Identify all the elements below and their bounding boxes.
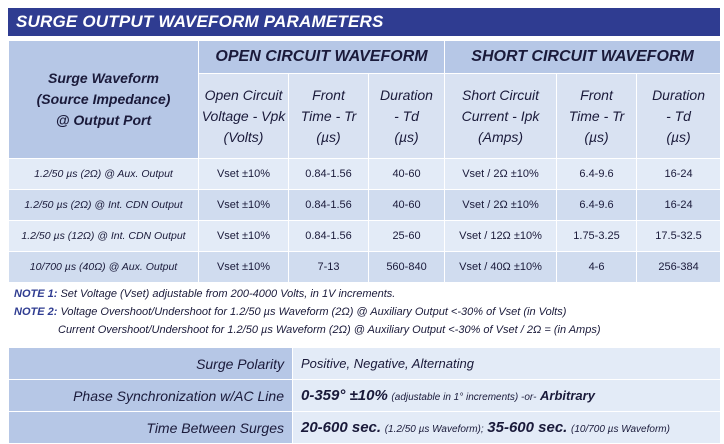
open-circuit-group-header: OPEN CIRCUIT WAVEFORM [199, 41, 445, 74]
oc-duration-h1: Duration [380, 86, 433, 103]
table-row [9, 190, 721, 221]
table-row [9, 221, 721, 252]
row-vpk: Vset ±10% [199, 190, 289, 221]
short-circuit-group-header: SHORT CIRCUIT WAVEFORM [445, 41, 721, 74]
row-sc-tr: 6.4-9.6 [557, 159, 637, 190]
sc-current-header [445, 74, 557, 159]
surge-settings-table [8, 347, 721, 444]
row-sc-td: 17.5-32.5 [637, 221, 721, 252]
sc-front-h3: (µs) [584, 128, 609, 145]
oc-voltage-h2: Voltage - Vpk [201, 107, 286, 124]
sc-duration-h2: - Td [666, 107, 691, 124]
sc-duration-header [637, 74, 721, 159]
note-1-tag: NOTE 1: [14, 288, 58, 300]
row-oc-td: 25-60 [369, 221, 445, 252]
note-2-text2: Current Overshoot/Undershoot for 1.2/50 µs Waveform (2Ω) @ Auxiliary Output <-30% of Vset / 2Ω = (in Amps) [58, 324, 601, 336]
note-2-text: Voltage Overshoot/Undershoot for 1.2/50 µs Waveform (2Ω) @ Auxiliary Output <-30% of Vset (in Volts) [60, 306, 567, 318]
oc-voltage-header [199, 74, 289, 159]
phase-row [9, 380, 721, 412]
note-2-continued [58, 324, 601, 336]
oc-front-header [289, 74, 369, 159]
waveform-header-cell [9, 41, 199, 159]
phase-note: (adjustable in 1° increments) -or- [391, 392, 537, 403]
row-ipk: Vset / 2Ω ±10% [445, 190, 557, 221]
oc-front-h1: Front [312, 86, 345, 103]
row-waveform: 10/700 µs (40Ω) @ Aux. Output [9, 252, 199, 283]
row-sc-tr: 4-6 [557, 252, 637, 283]
row-vpk: Vset ±10% [199, 221, 289, 252]
oc-duration-header [369, 74, 445, 159]
time-row [9, 412, 721, 444]
polarity-row [9, 348, 721, 380]
time-label: Time Between Surges [9, 412, 293, 444]
sc-current-h2: Current - Ipk [461, 107, 540, 124]
time-value [293, 412, 721, 444]
row-sc-tr: 1.75-3.25 [557, 221, 637, 252]
sc-front-h2: Time - Tr [568, 107, 625, 124]
row-oc-tr: 7-13 [289, 252, 369, 283]
row-waveform: 1.2/50 µs (2Ω) @ Int. CDN Output [9, 190, 199, 221]
phase-arbitrary: Arbitrary [540, 388, 595, 403]
row-sc-td: 256-384 [637, 252, 721, 283]
oc-duration-h2: - Td [394, 107, 419, 124]
sc-current-h1: Short Circuit [462, 86, 540, 103]
phase-value [293, 380, 721, 412]
note-2 [14, 306, 566, 318]
row-oc-tr: 0.84-1.56 [289, 221, 369, 252]
row-oc-tr: 0.84-1.56 [289, 159, 369, 190]
sc-duration-h3: (µs) [666, 128, 691, 145]
sheet-title: SURGE OUTPUT WAVEFORM PARAMETERS [8, 8, 720, 36]
polarity-value: Positive, Negative, Alternating [293, 348, 721, 380]
row-ipk: Vset / 40Ω ±10% [445, 252, 557, 283]
oc-front-h2: Time - Tr [300, 107, 357, 124]
row-oc-td: 40-60 [369, 159, 445, 190]
oc-duration-h3: (µs) [394, 128, 419, 145]
time-note-2: (10/700 µs Waveform) [570, 424, 670, 435]
note-2-tag: NOTE 2: [14, 306, 58, 318]
row-oc-td: 40-60 [369, 190, 445, 221]
time-range-1: 20-600 sec. [301, 419, 382, 436]
row-vpk: Vset ±10% [199, 159, 289, 190]
time-note-1: (1.2/50 µs Waveform); [384, 424, 484, 435]
waveform-header-line2: (Source Impedance) [36, 91, 171, 107]
row-waveform: 1.2/50 µs (2Ω) @ Aux. Output [9, 159, 199, 190]
sc-current-h3: (Amps) [477, 128, 524, 145]
notes-section [8, 286, 720, 346]
waveform-header-line1: Surge Waveform [48, 70, 159, 86]
table-row [9, 159, 721, 190]
row-vpk: Vset ±10% [199, 252, 289, 283]
oc-voltage-h3: (Volts) [223, 128, 264, 145]
time-range-2: 35-600 sec. [487, 419, 568, 436]
note-1-text: Set Voltage (Vset) adjustable from 200-4000 Volts, in 1V increments. [60, 288, 396, 300]
waveform-table [8, 40, 721, 283]
phase-range: 0-359° ±10% [301, 387, 388, 404]
row-sc-td: 16-24 [637, 159, 721, 190]
oc-front-h3: (µs) [316, 128, 341, 145]
sc-front-h1: Front [580, 86, 613, 103]
row-sc-tr: 6.4-9.6 [557, 190, 637, 221]
note-1 [14, 288, 395, 300]
sc-duration-h1: Duration [652, 86, 705, 103]
row-sc-td: 16-24 [637, 190, 721, 221]
row-oc-tr: 0.84-1.56 [289, 190, 369, 221]
waveform-header-line3: @ Output Port [55, 112, 152, 128]
row-ipk: Vset / 12Ω ±10% [445, 221, 557, 252]
row-oc-td: 560-840 [369, 252, 445, 283]
oc-voltage-h1: Open Circuit [204, 86, 283, 103]
sc-front-header [557, 74, 637, 159]
row-ipk: Vset / 2Ω ±10% [445, 159, 557, 190]
polarity-label: Surge Polarity [9, 348, 293, 380]
phase-label: Phase Synchronization w/AC Line [9, 380, 293, 412]
row-waveform: 1.2/50 µs (12Ω) @ Int. CDN Output [9, 221, 199, 252]
table-row [9, 252, 721, 283]
